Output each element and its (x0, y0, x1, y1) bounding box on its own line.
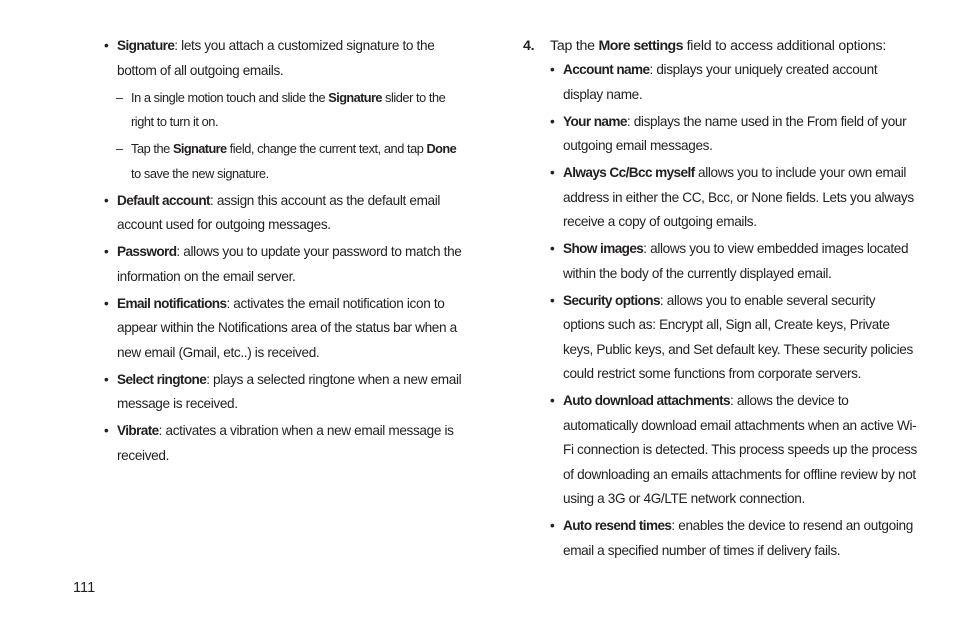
list-item-email-notifications (104, 292, 464, 366)
item-description: : activates the email notification icon to appear within the Notifications area of the status bar when a new email (Gmail, etc..) is received. (117, 295, 457, 360)
bullet-icon: • (550, 62, 555, 77)
list-item-default-account (104, 189, 464, 238)
step-term: More settings (598, 38, 683, 54)
bullet-icon: • (550, 165, 555, 180)
list-item-account-name (550, 58, 918, 107)
step-4 (523, 34, 918, 58)
step-number: 4. (523, 38, 535, 54)
list-item-security-options (550, 289, 918, 387)
sub-item-text: field, change the current text, and tap (226, 141, 427, 156)
bullet-icon: • (104, 192, 109, 208)
list-item-your-name (550, 110, 918, 159)
list-item-select-ringtone (104, 368, 464, 417)
bullet-icon: • (550, 241, 555, 256)
sub-item-text: to save the new signature. (131, 165, 269, 181)
step-text: Tap the (550, 38, 599, 54)
bullet-icon: • (104, 244, 109, 259)
bullet-icon: • (104, 295, 109, 311)
item-term: Default account (117, 192, 210, 208)
item-term: Your name (563, 113, 627, 129)
item-description: : allows you to enable several security options such as: Encrypt all, Sign all, Create keys, Private keys, Public keys, and Set default key. These security policies could restrict some functions from corporate servers. (563, 292, 913, 381)
item-term: Always Cc/Bcc myself (563, 165, 695, 180)
item-term: Password (117, 244, 177, 259)
item-term: Auto resend times (563, 518, 672, 533)
left-column (104, 34, 464, 471)
dash-icon: – (116, 141, 123, 156)
dash-icon: – (116, 89, 123, 105)
sub-item-term: Signature (172, 141, 227, 156)
item-term: Signature (117, 38, 175, 53)
list-item-always-cc-bcc (550, 161, 918, 235)
list-item-auto-resend-times (550, 514, 918, 563)
item-description: : allows you to update your password to match the information on the email server. (117, 244, 462, 284)
sub-item-term-done: Done (426, 141, 457, 156)
right-column (523, 34, 918, 566)
list-item-password (104, 240, 464, 289)
item-description: : displays the name used in the From field of your outgoing email messages. (563, 113, 907, 153)
page-number: 111 (73, 580, 96, 596)
item-description: : allows the device to automatically download email attachments when an active Wi-Fi connection is detected. This process speeds up the process of downloading an emails attachments for offline review by not using a 3G or 4G/LTE network connection. (563, 393, 917, 506)
sub-item-signature-field (104, 137, 464, 186)
bullet-icon: • (104, 423, 109, 438)
sub-item-signature-slider (104, 86, 464, 135)
item-term: Vibrate (117, 423, 159, 438)
bullet-icon: • (550, 113, 555, 129)
list-item-vibrate (104, 419, 464, 468)
list-item-auto-download-attachments (550, 389, 918, 512)
sub-item-text: Tap the (131, 141, 173, 156)
item-description: allows you to include your own email address in either the CC, Bcc, or None fields. Lets you always receive a copy of outgoing emails. (563, 165, 914, 229)
list-item-show-images (550, 237, 918, 286)
bullet-icon: • (104, 38, 109, 53)
step-4-options (523, 58, 918, 563)
bullet-icon: • (104, 371, 109, 387)
sub-item-text: In a single motion touch and slide the (131, 89, 329, 105)
item-term: Email notifications (117, 295, 227, 311)
bullet-icon: • (550, 518, 555, 533)
item-description: : activates a vibration when a new email message is received. (117, 423, 454, 463)
item-description: : allows you to view embedded images located within the body of the currently displayed email. (563, 241, 909, 281)
bullet-icon: • (550, 393, 555, 408)
item-term: Account name (563, 62, 650, 77)
item-term: Select ringtone (117, 371, 207, 387)
item-description: : displays your uniquely created account display name. (563, 62, 878, 102)
item-term: Auto download attachments (563, 393, 731, 408)
sub-item-text: slider to the right to turn it on. (131, 89, 446, 129)
step-text: field to access additional options: (682, 38, 887, 54)
list-item-signature (104, 34, 464, 83)
item-description: : plays a selected ringtone when a new email message is received. (117, 371, 462, 411)
bullet-icon: • (550, 292, 555, 308)
sub-item-term: Signature (328, 89, 382, 105)
item-term: Show images (563, 241, 644, 256)
item-term: Security options (563, 292, 660, 308)
item-description: : enables the device to resend an outgoing email a specified number of times if delivery fails. (563, 518, 913, 558)
item-description: : assign this account as the default email account used for outgoing messages. (117, 192, 441, 232)
item-description: : lets you attach a customized signature to the bottom of all outgoing emails. (117, 38, 435, 78)
